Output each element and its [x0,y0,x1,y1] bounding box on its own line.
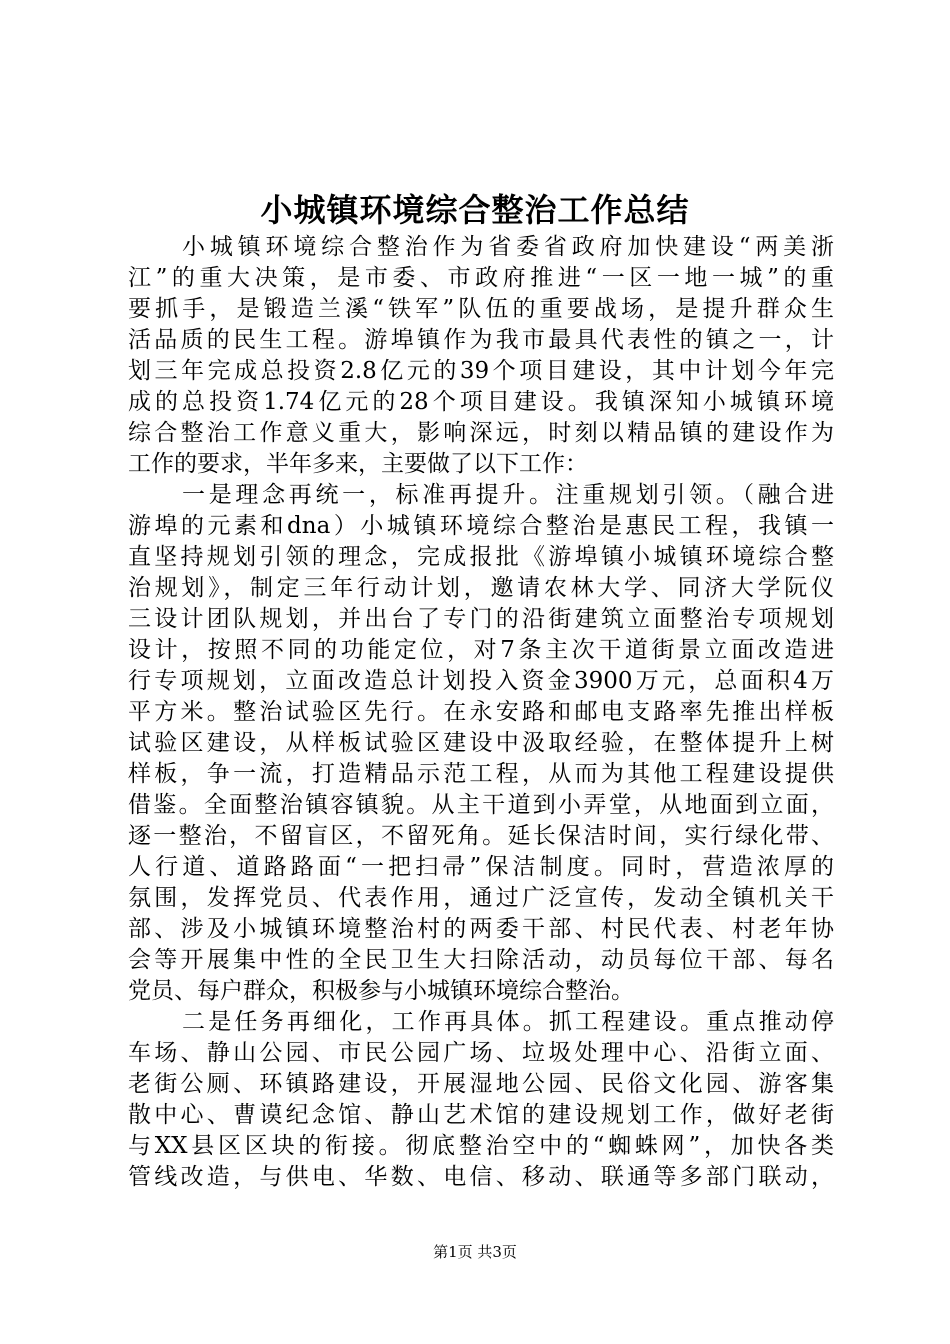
text-line: 三设计团队规划，并出台了专门的沿街建筑立面整治专项规划 [128,606,834,632]
text-line: 综合整治工作意义重大，影响深远，时刻以精品镇的建设作为 [128,420,834,446]
text-line: 部、涉及小城镇环境整治村的两委干部、村民代表、村老年协 [128,916,834,942]
document-title: 小城镇环境综合整治工作总结 [260,191,690,229]
text-line: 散中心、曹谟纪念馆、静山艺术馆的建设规划工作，做好老街 [128,1102,834,1128]
text-line: 工作的要求，半年多来，主要做了以下工作： [128,451,588,477]
text-line: 要抓手，是锻造兰溪“铁军”队伍的重要战场，是提升群众生 [128,296,834,322]
text-line: 二是任务再细化，工作再具体。抓工程建设。重点推动停 [182,1009,834,1035]
document-body [128,232,834,1193]
text-line: 样板，争一流，打造精品示范工程，从而为其他工程建设提供 [128,761,834,787]
text-line: 一是理念再统一，标准再提升。注重规划引领。（融合进 [182,482,834,508]
text-line: 氛围，发挥党员、代表作用，通过广泛宣传，发动全镇机关干 [128,885,834,911]
text-line: 治规划》，制定三年行动计划，邀请农林大学、同济大学阮仪 [128,575,834,601]
text-line: 成的总投资1.74亿元的28个项目建设。我镇深知小城镇环境 [128,389,834,415]
text-line: 试验区建设，从样板试验区建设中汲取经验，在整体提升上树 [128,730,834,756]
text-line: 人行道、道路路面“一把扫帚”保洁制度。同时，营造浓厚的 [128,854,834,880]
text-line: 逐一整治，不留盲区，不留死角。延长保洁时间，实行绿化带、 [128,823,834,849]
text-line: 与XX县区区块的衔接。彻底整治空中的“蜘蛛网”，加快各类 [128,1133,834,1159]
text-line: 平方米。整治试验区先行。在永安路和邮电支路率先推出样板 [128,699,834,725]
text-line: 江”的重大决策，是市委、市政府推进“一区一地一城”的重 [128,265,834,291]
text-line: 小城镇环境综合整治作为省委省政府加快建设“两美浙 [182,234,834,260]
text-line: 划三年完成总投资2.8亿元的39个项目建设，其中计划今年完 [128,358,834,384]
text-line: 党员、每户群众，积极参与小城镇环境综合整治。 [128,978,634,1004]
page-footer: 第1页 共3页 [433,1243,517,1261]
text-line: 设计，按照不同的功能定位，对7条主次干道街景立面改造进 [128,637,834,663]
text-line: 游埠的元素和dna）小城镇环境综合整治是惠民工程，我镇一 [128,513,834,539]
text-line: 管线改造，与供电、华数、电信、移动、联通等多部门联动， [128,1164,834,1190]
text-line: 直坚持规划引领的理念，完成报批《游埠镇小城镇环境综合整 [128,544,834,570]
text-line: 会等开展集中性的全民卫生大扫除活动，动员每位干部、每名 [128,947,834,973]
text-line: 行专项规划，立面改造总计划投入资金3900万元，总面积4万 [128,668,834,694]
text-line: 借鉴。全面整治镇容镇貌。从主干道到小弄堂，从地面到立面， [128,792,834,818]
text-line: 活品质的民生工程。游埠镇作为我市最具代表性的镇之一，计 [128,327,834,353]
text-line: 车场、静山公园、市民公园广场、垃圾处理中心、沿街立面、 [128,1040,834,1066]
text-line: 老街公厕、环镇路建设，开展湿地公园、民俗文化园、游客集 [128,1071,834,1097]
